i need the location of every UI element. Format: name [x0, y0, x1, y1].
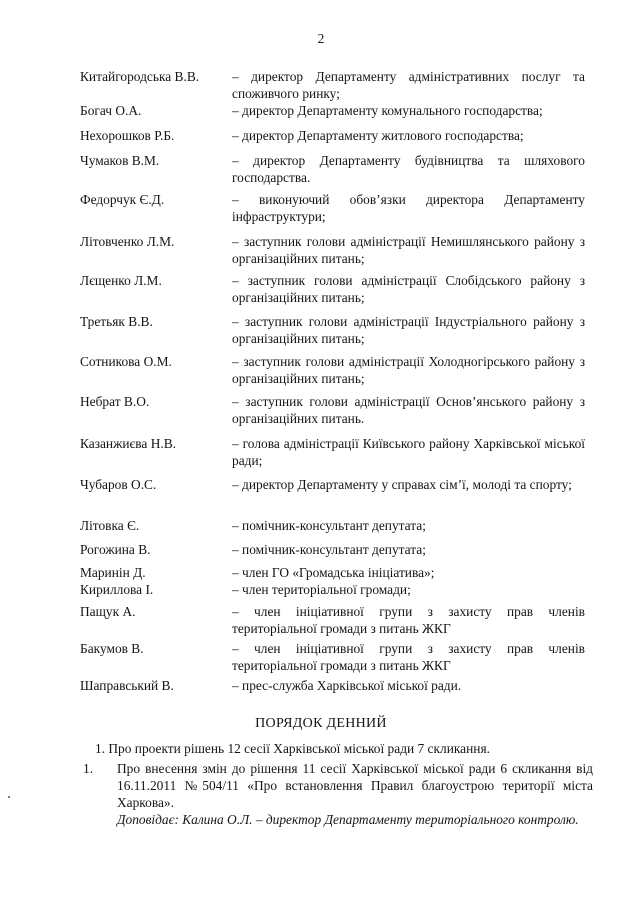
page-number: 2: [317, 31, 325, 46]
attendee-role: – директор Департаменту будівництва та шляхового господарства.: [232, 153, 585, 185]
attendee-name: Літовка Є.: [80, 518, 140, 533]
scan-speck: [8, 796, 10, 798]
attendee-name: Пащук А.: [80, 604, 136, 619]
attendee-name: Китайгородська В.В.: [80, 69, 200, 84]
attendee-role: – заступник голови адміністрації Слобідського району з організаційних питань;: [232, 273, 585, 305]
attendee-role: – директор Департаменту у справах сім’ї, молоді та спорту;: [232, 477, 572, 492]
attendee-role: – заступник голови адміністрації Індустріального району з організаційних питань;: [232, 314, 585, 346]
attendee-role: – заступник голови адміністрації Немишлянського району з організаційних питань;: [232, 234, 585, 266]
attendee-name: Сотникова О.М.: [80, 354, 172, 369]
attendee-role: – голова адміністрації Київського району Харківської міської ради;: [232, 436, 585, 468]
attendee-name: Бакумов В.: [80, 641, 144, 656]
attendee-role: – прес-служба Харківської міської ради.: [232, 678, 462, 693]
attendee-role: – директор Департаменту адміністративних послуг та споживчого ринку;: [232, 69, 585, 101]
attendee-role: – заступник голови адміністрації Основ’янського району з організаційних питань.: [232, 394, 585, 426]
attendee-role: – помічник-консультант депутата;: [232, 542, 426, 557]
attendee-name: Рогожина В.: [80, 542, 151, 557]
attendee-name: Літовченко Л.М.: [80, 234, 175, 249]
attendee-name: Богач О.А.: [80, 103, 142, 118]
agenda-section: 1. Про проекти рішень 12 сесії Харківської міської ради 7 скликання.: [95, 741, 490, 756]
attendee-role: – член ініціативної групи з захисту прав членів територіальної громади з питань ЖКГ: [232, 604, 585, 636]
attendee-name: Третьяк В.В.: [80, 314, 153, 329]
agenda-item-number: 1.: [83, 761, 94, 776]
attendee-role: – член територіальної громади;: [232, 582, 411, 597]
attendee-name: Чумаков В.М.: [80, 153, 160, 168]
agenda-speaker: Доповідає: Калина О.Л. – директор Департаменту територіального контролю.: [117, 812, 579, 827]
attendee-role: – заступник голови адміністрації Холодногірського району з організаційних питань;: [232, 354, 585, 386]
attendee-role: – директор Департаменту житлового господарства;: [232, 128, 524, 143]
attendee-role: – член ГО «Громадська ініціатива»;: [232, 565, 435, 580]
attendee-name: Кириллова І.: [80, 582, 154, 597]
agenda-item-text: Про внесення змін до рішення 11 сесії Харківської міської ради 6 скликання від 16.11.2011 №504/11 «Про встановлення Правил благоустрою території міста Харкова».: [117, 761, 593, 810]
attendee-name: Казанжиєва Н.В.: [80, 436, 176, 451]
attendee-name: Небрат В.О.: [80, 394, 150, 409]
attendee-name: Лєщенко Л.М.: [80, 273, 162, 288]
agenda-heading: ПОРЯДОК ДЕННИЙ: [255, 716, 387, 731]
attendee-name: Маринін Д.: [80, 565, 146, 580]
attendee-name: Шаправський В.: [80, 678, 174, 693]
attendee-role: – виконуючий обов’язки директора Департаменту інфраструктури;: [232, 192, 585, 224]
attendee-role: – помічник-консультант депутата;: [232, 518, 426, 533]
attendee-name: Нехорошков Р.Б.: [80, 128, 175, 143]
attendee-role: – член ініціативної групи з захисту прав членів територіальної громади з питань ЖКГ: [232, 641, 585, 673]
attendee-name: Федорчук Є.Д.: [80, 192, 165, 207]
attendee-role: – директор Департаменту комунального господарства;: [232, 103, 543, 118]
attendee-name: Чубаров О.С.: [80, 477, 157, 492]
